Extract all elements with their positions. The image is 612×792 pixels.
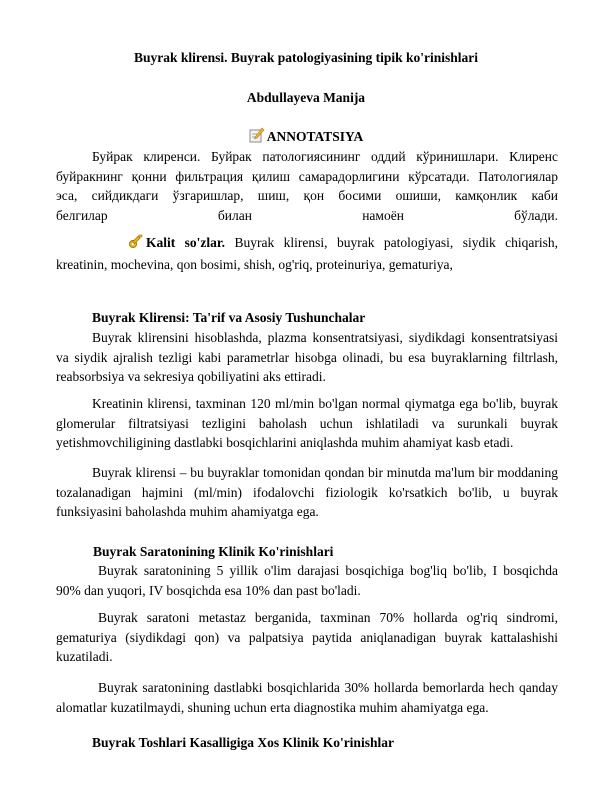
annotation-word: белгилар <box>56 207 108 223</box>
annotation-line: буйракнинг қонни фильтрация қилиш самарадорлигини кўрсатади. Патологиялар <box>56 168 558 184</box>
annotation-word: бўлади. <box>514 207 558 223</box>
author-name: Abdullayeva Manija <box>246 90 366 105</box>
keywords-text: Buyrak klirensi, buyrak patologiyasi, siydik chiqarish, kreatinin, mochevina, qon bosimi, shish, og'riq, proteinuriya, gematuriya, <box>56 235 559 272</box>
annotation-heading-row <box>0 127 612 147</box>
annotation-line: эса, сийдикдаги ўзгаришлар, шиш, қон босими ошиши, камқонлик каби <box>56 188 558 203</box>
keywords-paragraph <box>56 233 558 274</box>
annotation-word: намоён <box>362 207 404 223</box>
annotation-line: Буйрак клиренси. Буйрак патологиясининг оддий кўринишлари. Клиренс <box>92 149 558 164</box>
section-heading: Buyrak Saratonining Klinik Ko'rinishlari <box>93 544 334 559</box>
annotation-text <box>56 147 558 225</box>
section-heading: Buyrak Toshlari Kasalligiga Xos Klinik Ko'rinishlar <box>92 735 394 750</box>
paragraph: Buyrak saratoni metastaz berganida, taxminan 70% hollarda og'riq sindromi, gematuriya (siydikdagi qon) va palpatsiya paytida aniqlanadigan buyrak kattalashishi kuzatiladi. <box>56 610 558 664</box>
annotation-last-line <box>56 206 558 226</box>
paragraph: Kreatinin klirensi, taxminan 120 ml/min bo'lgan normal qiymatga ega bo'lib, buyrak glomerular filtratsiyasi tezligini baholash uchun ishlatiladi va surunkali buyrak yetishmovchiligining dastlabki bosqichlarini aniqlashda muhim ahamiyat kasb etadi. <box>56 396 558 450</box>
paragraph: Buyrak klirensi – bu buyraklar tomonidan qondan bir minutda ma'lum bir moddaning tozalanadigan hajmini (ml/min) ifodalovchi fiziologik ko'rsatkich bo'lib, u buyrak funksiyasini baholashda muhim ahamiyatga ega. <box>56 465 558 519</box>
annotation-heading: ANNOTATSIYA <box>266 129 364 144</box>
paragraph: Buyrak saratonining dastlabki bosqichlarida 30% hollarda bemorlarda hech qanday alomatlar kuzatilmaydi, shuning uchun erta diagnostika muhim ahamiyatga ega. <box>56 680 558 715</box>
keywords-label: Kalit so'zlar. <box>146 235 226 250</box>
key-icon <box>92 233 144 255</box>
memo-pencil-icon <box>249 127 265 147</box>
section-heading: Buyrak Klirensi: Ta'rif va Asosiy Tushunchalar <box>92 310 366 325</box>
annotation-word: билан <box>217 207 252 223</box>
paragraph: Buyrak saratonining 5 yillik o'lim darajasi bosqichiga bog'liq bo'lib, I bosqichda 90% dan yuqori, IV bosqichda esa 10% dan past bo'ladi. <box>56 563 558 598</box>
paragraph: Buyrak klirensini hisoblashda, plazma konsentratsiyasi, siydikdagi konsentratsiyasi va siydik ajralish tezligi kabi parametrlar hisobga olinadi, bu esa buyraklarning filtrlash, reabsorbsiya va sekresiya qobiliyatini aks ettiradi. <box>56 330 558 384</box>
document-title: Buyrak klirensi. Buyrak patologiyasining tipik ko'rinishlari <box>133 50 479 65</box>
